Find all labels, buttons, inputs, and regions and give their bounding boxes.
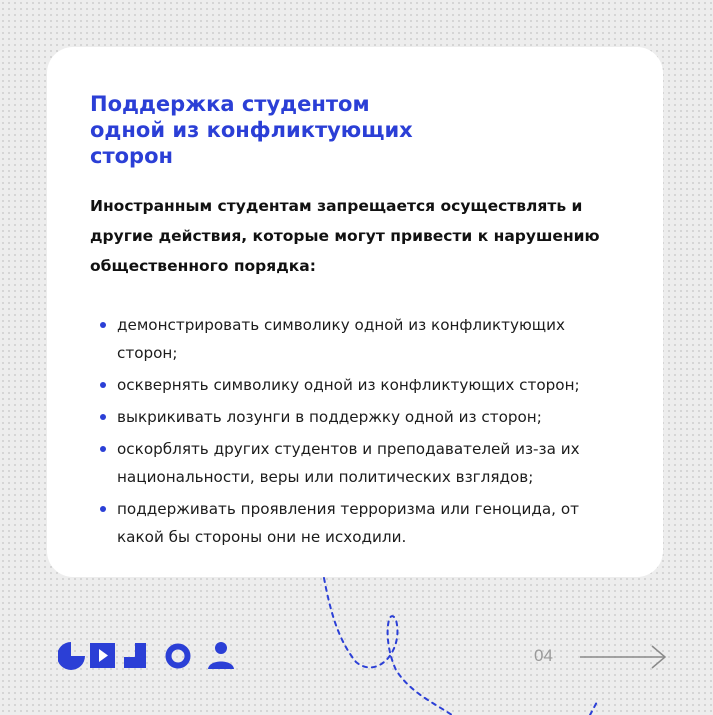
bullet-icon — [100, 382, 106, 388]
list-item — [90, 371, 610, 399]
page-number: 04 — [534, 646, 553, 665]
card-title: Поддержка студентом одной из конфликтующих сторон — [90, 92, 413, 168]
lead-paragraph: Иностранным студентам запрещается осуществлять и другие действия, которые могут привести к нарушению общественного порядка: — [90, 197, 600, 275]
list-item — [90, 403, 610, 431]
list-item-text: поддерживать проявления терроризма или геноцида, от какой бы стороны они не исходили. — [117, 500, 579, 546]
play-square-icon — [90, 643, 115, 668]
list-item — [90, 435, 610, 491]
pie-icon — [58, 642, 85, 670]
bullet-icon — [100, 322, 106, 328]
bullet-icon — [100, 414, 106, 420]
list-item-text: осквернять символику одной из конфликтующих сторон; — [117, 376, 580, 394]
bullet-icon — [100, 446, 106, 452]
brand-logo — [58, 641, 238, 671]
person-icon — [208, 642, 234, 669]
list-item-text: демонстрировать символику одной из конфликтующих сторон; — [117, 316, 565, 362]
arrow-right-icon[interactable] — [578, 644, 670, 670]
ring-icon — [169, 647, 188, 666]
list-item-text: оскорблять других студентов и преподавателей из-за их национальности, веры или политических взглядов; — [117, 440, 580, 486]
bullet-icon — [100, 506, 106, 512]
list-item — [90, 311, 610, 367]
list-item — [90, 495, 610, 551]
rules-list — [90, 311, 610, 551]
content-card — [47, 47, 663, 577]
step-icon — [124, 643, 146, 668]
list-item-text: выкрикивать лозунги в поддержку одной из сторон; — [117, 408, 542, 426]
